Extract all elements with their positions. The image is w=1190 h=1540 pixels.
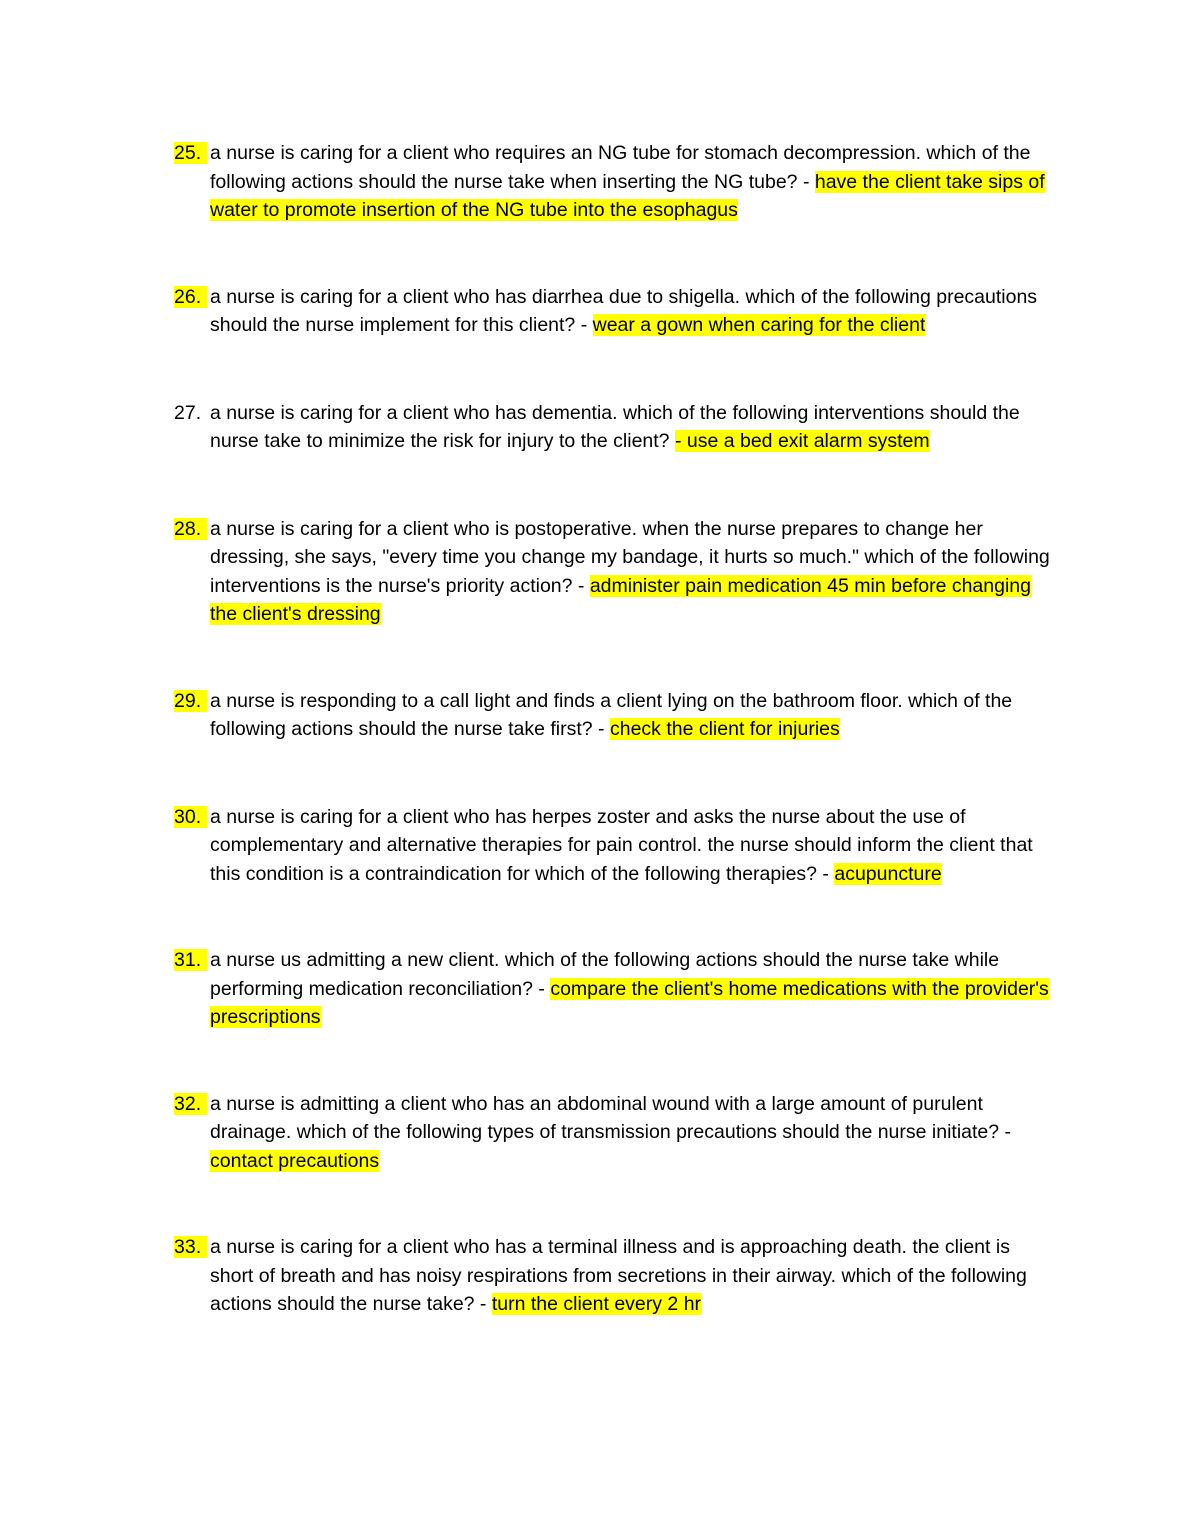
question-number-label: 30. — [174, 806, 207, 828]
question-text: a nurse is caring for a client who has herpes zoster and asks the nurse about the use of complementary and alternative therapies for pain control. the nurse should inform the client that this condition is a contraindication for which of the following therapies? - — [210, 805, 1033, 885]
question-text: a nurse us admitting a new client. which of the following actions should the nurse take while performing medication reconciliation? - — [210, 949, 1000, 1000]
question-text: a nurse is caring for a client who requires an NG tube for stomach decompression. which of the following actions should the nurse take when inserting the NG tube? - — [210, 142, 1031, 193]
answer-highlight: check the client for injuries — [609, 718, 840, 740]
question-number — [174, 515, 210, 544]
question-number — [174, 1090, 210, 1119]
question-number-label: 25. — [174, 142, 207, 164]
question-text: a nurse is admitting a client who has an abdominal wound with a large amount of purulent drainage. which of the following types of transmission precautions should the nurse initiate? - — [210, 1092, 1012, 1143]
question-item-30 — [174, 803, 1054, 889]
question-number — [174, 399, 210, 428]
question-text: a nurse is responding to a call light and finds a client lying on the bathroom floor. which of the following actions should the nurse take first? - — [210, 689, 1013, 740]
question-item-28 — [174, 515, 1054, 629]
question-item-31 — [174, 946, 1054, 1032]
question-number — [174, 946, 210, 975]
answer-highlight: - use a bed exit alarm system — [674, 430, 930, 452]
answer-highlight: compare the client's home medications with the provider's prescriptions — [210, 977, 1049, 1028]
question-item-29 — [174, 687, 1054, 744]
question-item-27 — [174, 399, 1054, 456]
question-text: a nurse is caring for a client who has dementia. which of the following interventions should the nurse take to minimize the risk for injury to the client? — [210, 401, 1020, 452]
question-item-25 — [174, 139, 1054, 225]
question-number-label: 31. — [174, 949, 207, 971]
question-number-label: 29. — [174, 690, 207, 712]
question-number-label: 27. — [174, 401, 202, 424]
question-number — [174, 803, 210, 832]
question-number-label: 32. — [174, 1093, 207, 1115]
answer-highlight: acupuncture — [834, 862, 942, 885]
question-number-label: 28. — [174, 518, 207, 540]
answer-highlight: administer pain medication 45 min before changing the client's dressing — [210, 574, 1031, 625]
question-text: a nurse is caring for a client who has a terminal illness and is approaching death. the client is short of breath and has noisy respirations from secretions in their airway. which of the following actions should the nurse take? - — [210, 1236, 1027, 1315]
question-number-label: 33. — [174, 1236, 207, 1258]
question-number — [174, 1233, 210, 1262]
question-text: a nurse is caring for a client who is postoperative. when the nurse prepares to change her dressing, she says, "every time you change my bandage, it hurts so much." which of the following interventions is the nurse's priority action? - — [210, 517, 1050, 597]
question-number — [174, 283, 210, 312]
question-item-33 — [174, 1233, 1054, 1319]
question-number — [174, 687, 210, 716]
answer-highlight: turn the client every 2 hr — [491, 1293, 702, 1315]
question-number-label: 26. — [174, 286, 207, 308]
question-item-26 — [174, 283, 1054, 340]
question-text: a nurse is caring for a client who has diarrhea due to shigella. which of the following precautions should the nurse implement for this client? - — [210, 285, 1038, 336]
question-number — [174, 139, 210, 168]
question-list — [174, 139, 1054, 1377]
question-item-32 — [174, 1090, 1054, 1176]
answer-highlight: have the client take sips of water to promote insertion of the NG tube into the esophagus — [210, 170, 1045, 221]
answer-highlight: contact precautions — [210, 1149, 380, 1172]
answer-highlight: wear a gown when caring for the client — [592, 314, 926, 336]
